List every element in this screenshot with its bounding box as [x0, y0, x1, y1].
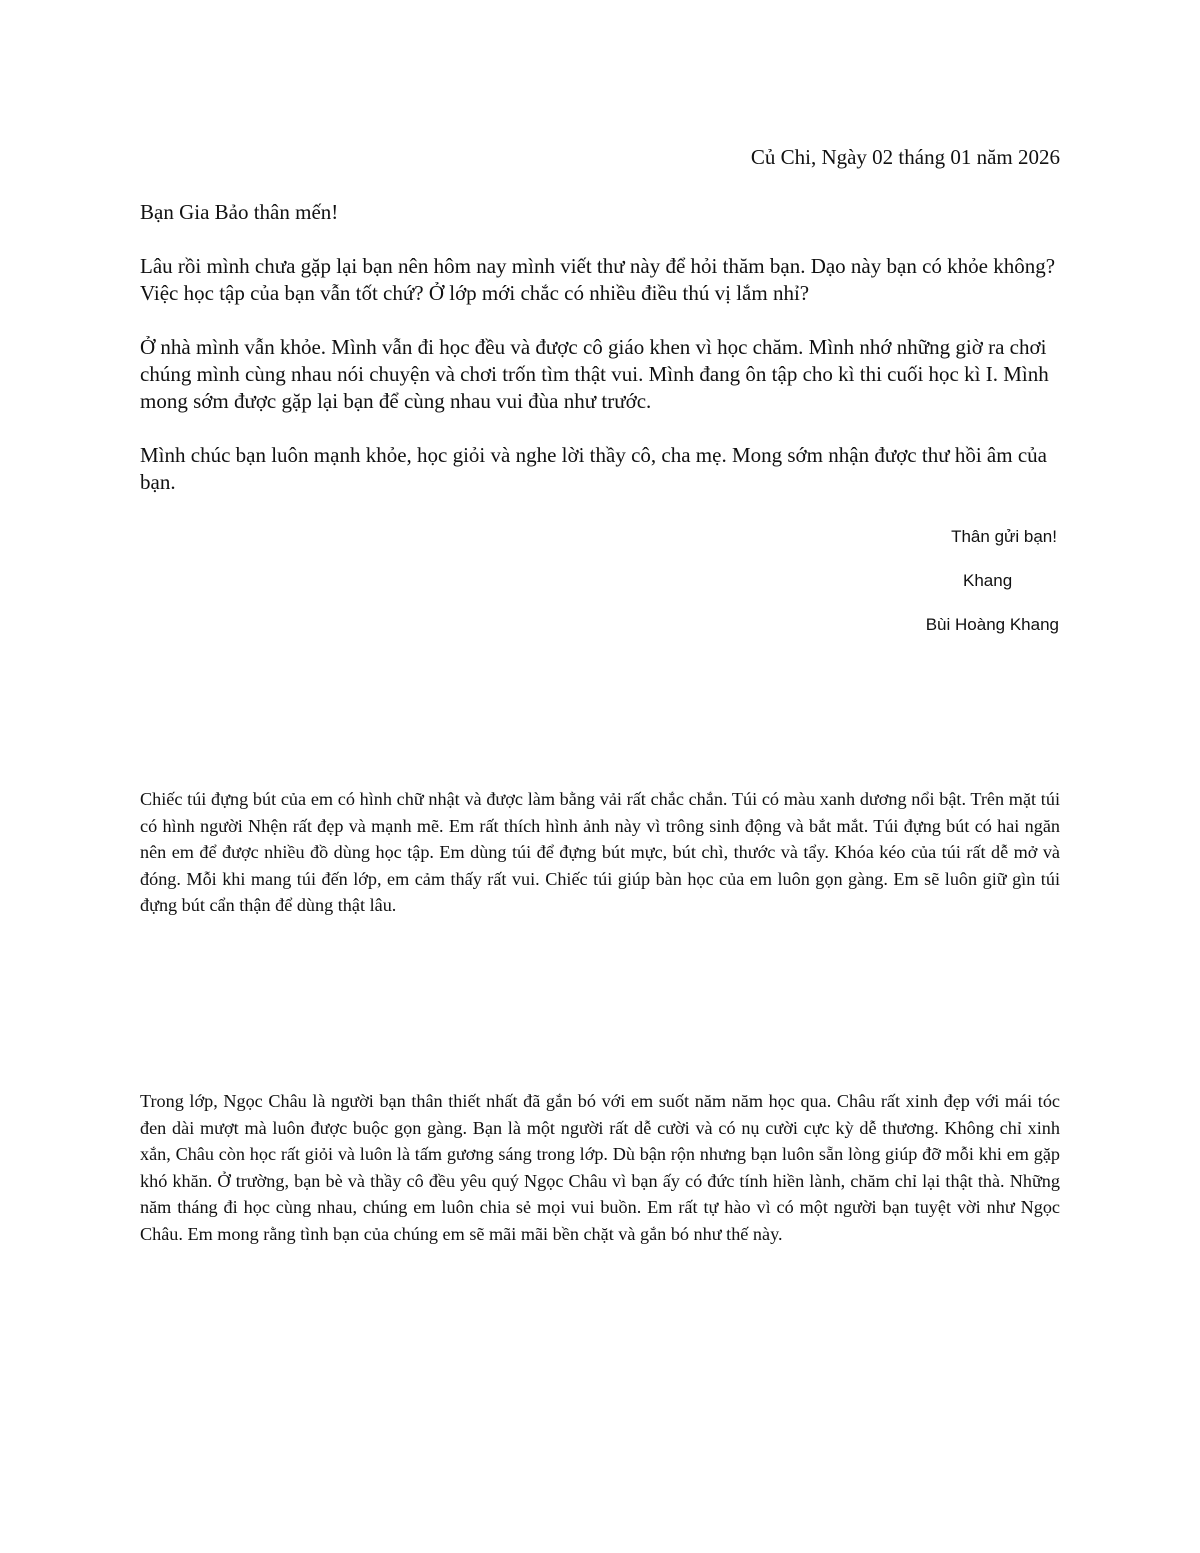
essay-best-friend: Trong lớp, Ngọc Châu là người bạn thân thiết nhất đã gắn bó với em suốt năm năm học qua. Châu rất xinh đẹp với mái tóc đen dài mượt mà luôn được buộc gọn gàng. Bạn là một người rất dễ cười và có nụ cười cực kỳ dễ thương. Không chỉ xinh xắn, Châu còn học rất giỏi và luôn là tấm gương sáng trong lớp. Dù bận rộn nhưng bạn luôn sẵn lòng giúp đỡ mỗi khi em gặp khó khăn. Ở trường, bạn bè và thầy cô đều yêu quý Ngọc Châu vì bạn ấy có đức tính hiền lành, chăm chỉ lại thật thà. Những năm tháng đi học cùng nhau, chúng em luôn chia sẻ mọi vui buồn. Em rất tự hào vì có một người bạn tuyệt vời như Ngọc Châu. Em mong rằng tình bạn của chúng em sẽ mãi mãi bền chặt và gắn bó như thế này. — [140, 1091, 1060, 1244]
letter-paragraph: Mình chúc bạn luôn mạnh khỏe, học giỏi và nghe lời thầy cô, cha mẹ. Mong sớm nhận được thư hồi âm của bạn. — [140, 443, 1047, 494]
essay-pencil-case: Chiếc túi đựng bút của em có hình chữ nhật và được làm bằng vải rất chắc chắn. Túi có màu xanh dương nổi bật. Trên mặt túi có hình người Nhện rất đẹp và mạnh mẽ. Em rất thích hình ảnh này vì trông sinh động và bắt mắt. Túi đựng bút có hai ngăn nên em để được nhiều đồ dùng học tập. Em dùng túi để đựng bút mực, bút chì, thước và tẩy. Khóa kéo của túi rất dễ mở và đóng. Mỗi khi mang túi đến lớp, em cảm thấy rất vui. Chiếc túi giúp bàn học của em luôn gọn gàng. Em sẽ luôn giữ gìn túi đựng bút cẩn thận để dùng thật lâu. — [140, 789, 1060, 915]
letter-salutation: Bạn Gia Bảo thân mến! — [140, 200, 339, 224]
letter-paragraph: Lâu rồi mình chưa gặp lại bạn nên hôm nay mình viết thư này để hỏi thăm bạn. Dạo này bạn có khỏe không? Việc học tập của bạn vẫn tốt chứ? Ở lớp mới chắc có nhiều điều thú vị lắm nhỉ? — [140, 254, 1056, 305]
letter-date: Củ Chi, Ngày 02 tháng 01 năm 2026 — [750, 145, 1060, 169]
letter-closing: Thân gửi bạn! — [951, 527, 1057, 546]
letter-full-name: Bùi Hoàng Khang — [925, 615, 1059, 634]
letter-paragraph: Ở nhà mình vẫn khỏe. Mình vẫn đi học đều và được cô giáo khen vì học chăm. Mình nhớ những giờ ra chơi chúng mình cùng nhau nói chuyện và chơi trốn tìm thật vui. Mình đang ôn tập cho kì thi cuối học kì I. Mình mong sớm được gặp lại bạn để cùng nhau vui đùa như trước. — [140, 335, 1049, 413]
letter-signature: Khang — [963, 571, 1013, 590]
